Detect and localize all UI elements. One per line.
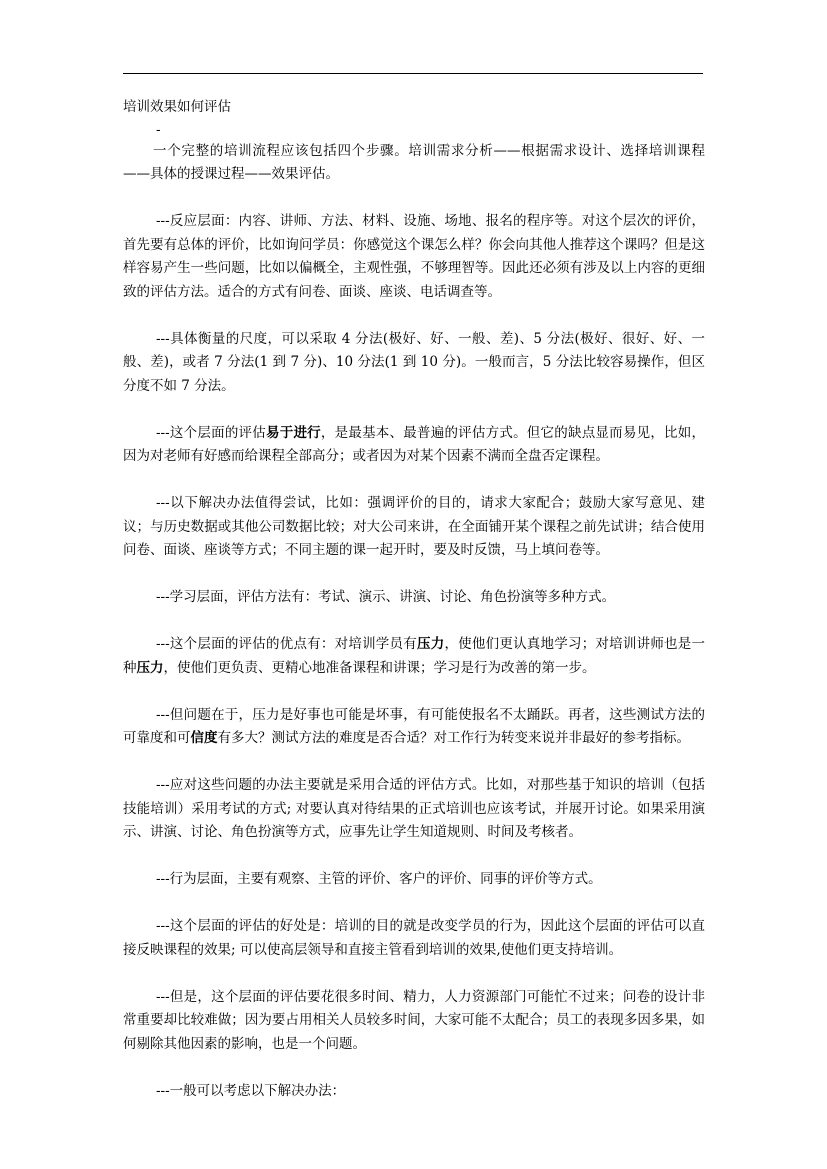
document-title: 培训效果如何评估 <box>123 99 231 115</box>
paragraph-text: ---这个层面的评估 <box>156 424 266 441</box>
paragraph <box>123 633 705 680</box>
paragraph <box>123 210 705 304</box>
paragraph-text: ---行为层面，主要有观察、主管的评价、客户的评价、同事的评价等方式。 <box>156 871 602 887</box>
paragraph <box>123 328 705 399</box>
paragraph-text: ，使他们更负责、更精心地准备课程和讲课；学习是行为改善的第一步。 <box>163 659 596 676</box>
paragraph <box>123 492 705 563</box>
paragraph-text: ---具体衡量的尺度，可以采取 4 分法(极好、好、一般、差)、5 分法(极好、很好、好、一般、差)，或者 7 分法(1 到 7 分)、10 分法(1 到 10 分)。一般而言，5 分法比较容易操作，但区分度不如 7 分法。 <box>123 330 705 394</box>
paragraph-text: ---这个层面的评估的优点有：对培训学员有 <box>156 636 417 652</box>
paragraph-text: ，是最基本、最普遍的评估方式。但它的缺点显而易见，比如，因为对老师有好感而给课程全部高分；或者因为对某个因素不满而全盘否定课程。 <box>123 424 706 464</box>
paragraph <box>123 868 705 892</box>
paragraph <box>123 140 705 187</box>
paragraph-text: ，使他们更认真地学习；对培训讲师也是一种 <box>123 636 706 676</box>
paragraph <box>123 422 705 469</box>
emphasis-text: 易于进行 <box>266 424 321 441</box>
paragraph-text: ---反应层面：内容、讲师、方法、材料、设施、场地、报名的程序等。对这个层次的评价，首先要有总体的评价，比如询问学员：你感觉这个课怎么样？你会向其他人推荐这个课吗？但是这样容易产生一些问题，比如以偏概全，主观性强，不够理智等。因此还必须有涉及以上内容的更细致的评估方法。适合的方式有问卷、面谈、座谈、电话调查等。 <box>123 213 705 300</box>
paragraph-text: ---以下解决办法值得尝试，比如：强调评价的目的，请求大家配合；鼓励大家写意见、建议；与历史数据或其他公司数据比较；对大公司来讲，在全面铺开某个课程之前先试讲；结合使用问卷、面谈、座谈等方式；不同主题的课一起开时，要及时反馈，马上填问卷等。 <box>123 495 705 558</box>
paragraph <box>123 774 705 845</box>
paragraph <box>123 704 705 751</box>
paragraph-text: 一个完整的培训流程应该包括四个步骤。培训需求分析——根据需求设计、选择培训课程——具体的授课过程——效果评估。 <box>123 142 705 182</box>
paragraph-text: ---但问题在于，压力是好事也可能是坏事，有可能使报名不太踊跃。再者，这些测试方法的可靠度和可 <box>123 706 705 746</box>
paragraph-text: ---一般可以考虑以下解决办法： <box>156 1082 346 1099</box>
document-body <box>123 96 705 1127</box>
paragraph <box>123 586 705 610</box>
separator-dash: - <box>156 121 161 138</box>
paragraph <box>123 1080 705 1104</box>
emphasis-text: 压力 <box>136 659 164 676</box>
paragraph <box>123 986 705 1057</box>
paragraph-text: ---但是，这个层面的评估要花很多时间、精力，人力资源部门可能忙不过来；问卷的设计非常重要却比较难做；因为要占用相关人员较多时间，大家可能不太配合；员工的表现多因多果，如何剔除其他因素的影响，也是一个问题。 <box>123 988 705 1052</box>
emphasis-text: 压力 <box>416 636 445 652</box>
emphasis-text: 信度 <box>190 730 218 746</box>
paragraph-text: ---学习层面，评估方法有：考试、演示、讲演、讨论、角色扮演等多种方式。 <box>156 589 616 605</box>
paragraph-text: ---应对这些问题的办法主要就是采用合适的评估方式。比如，对那些基于知识的培训（包括技能培训）采用考试的方式; 对要认真对待结果的正式培训也应该考试，并展开讨论。如果采用演示、讲演、讨论、角色扮演等方式，应事先让学生知道规则、时间及考核者。 <box>123 777 705 840</box>
header-rule <box>123 73 703 74</box>
paragraph-text: ---这个层面的评估的好处是：培训的目的就是改变学员的行为，因此这个层面的评估可以直接反映课程的效果; 可以使高层领导和直接主管看到培训的效果,使他们更支持培训。 <box>123 918 705 958</box>
paragraph <box>123 915 705 962</box>
paragraph-text: 有多大？测试方法的难度是否合适？对工作行为转变来说并非最好的参考指标。 <box>217 730 690 746</box>
